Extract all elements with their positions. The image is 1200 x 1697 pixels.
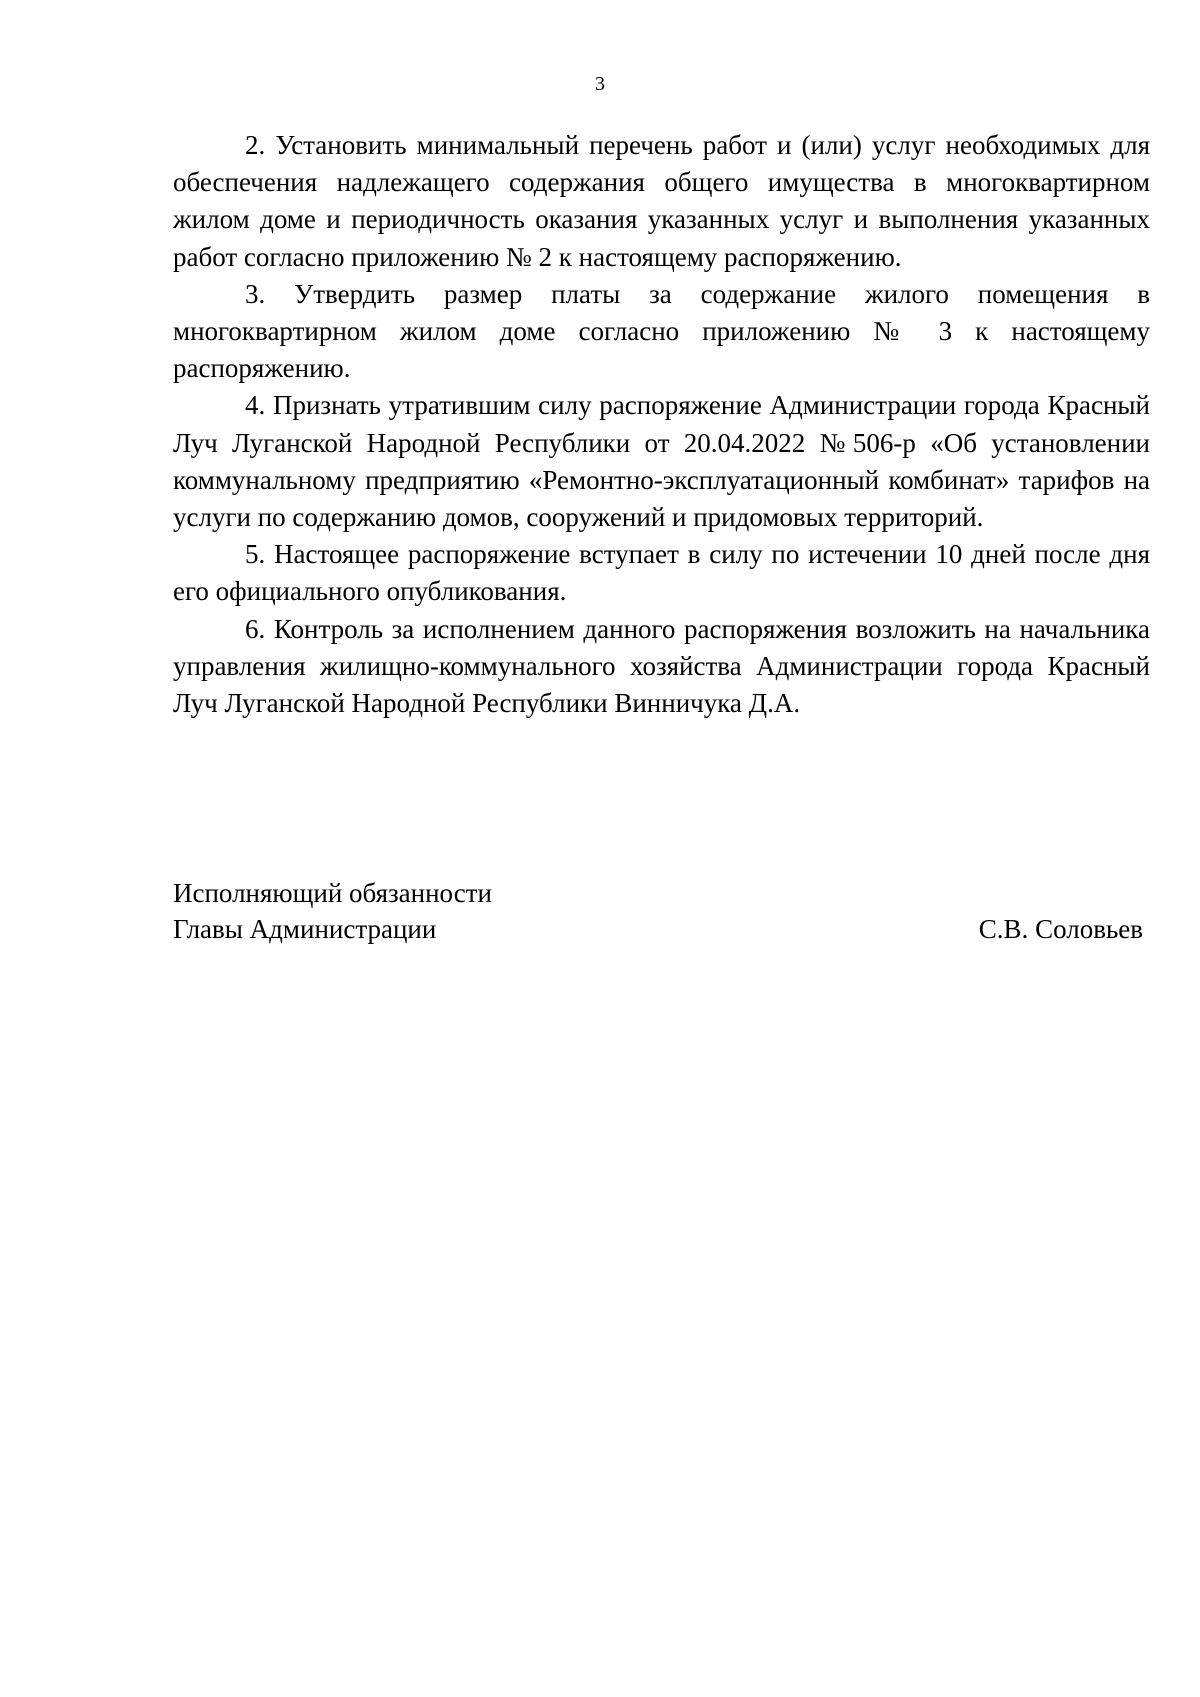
paragraph-5: 5. Настоящее распоряжение вступает в силу по истечении 10 дней после дня его официального опубликования. xyxy=(173,539,1150,607)
paragraph-4: 4. Признать утратившим силу распоряжение Администрации города Красный Луч Луганской Народной Республики от 20.04.2022 №506-р «Об установлении коммунальному предприятию «Ремонтно-эксплуатационный комбинат» тарифов на услуги по содержанию домов, сооружений и придомовых территорий. xyxy=(173,390,1150,533)
signatory-position-line1: Исполняющий обязанности xyxy=(173,878,492,908)
document-body xyxy=(173,127,1150,722)
signatory-name: С.В. Соловьев xyxy=(978,914,1143,944)
page-number: 3 xyxy=(595,73,605,95)
signature-block xyxy=(173,875,1143,947)
paragraph-2: 2. Установить минимальный перечень работ и (или) услуг необходимых для обеспечения надлежащего содержания общего имущества в многоквартирном жилом доме и периодичность оказания указанных услуг и выполнения указанных работ согласно приложению № 2 к настоящему распоряжению. xyxy=(173,130,1150,272)
paragraph-6: 6. Контроль за исполнением данного распоряжения возложить на начальника управления жилищно-коммунального хозяйства Администрации города Красный Луч Луганской Народной Республики Винничука Д.А. xyxy=(173,613,1150,719)
signatory-position-line2: Главы Администрации xyxy=(173,914,437,944)
paragraph-3: 3. Утвердить размер платы за содержание жилого помещения в многоквартирном жилом доме согласно приложению № 3 к настоящему распоряжению. xyxy=(173,278,1150,384)
